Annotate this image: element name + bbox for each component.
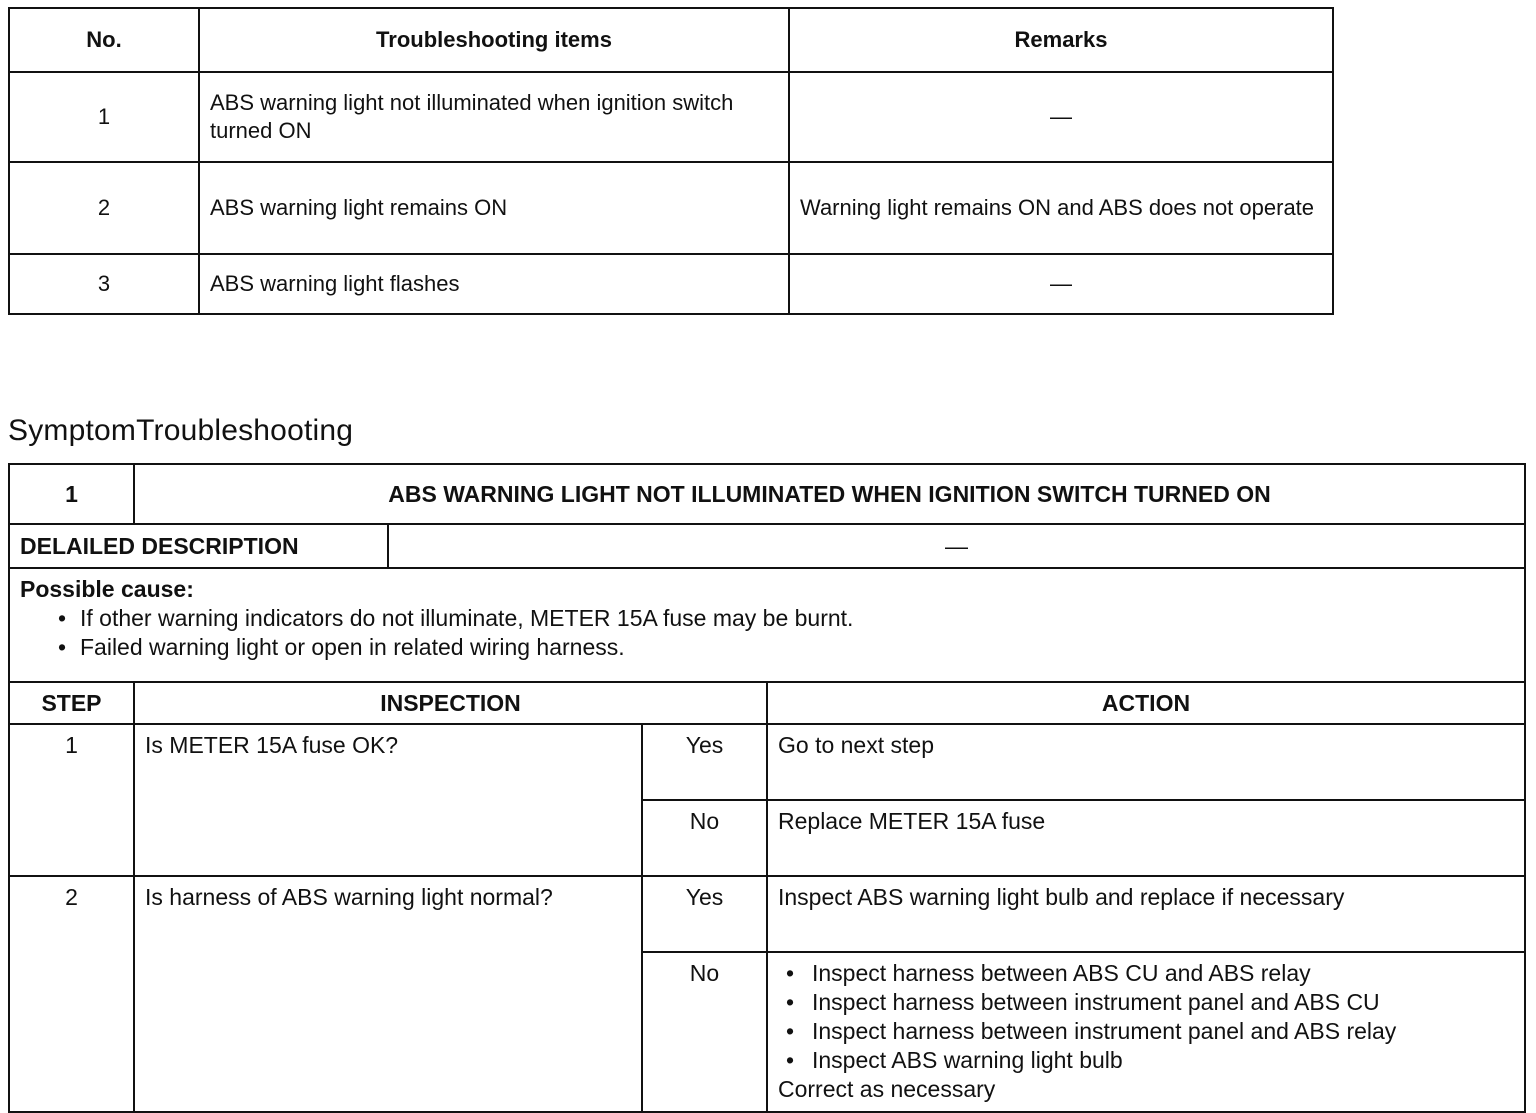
description-value: — xyxy=(388,524,1525,568)
answer-yes: Yes xyxy=(642,876,767,952)
description-row xyxy=(9,524,1525,568)
row-item: ABS warning light remains ON xyxy=(199,162,789,254)
action-yes: Inspect ABS warning light bulb and replace if necessary xyxy=(767,876,1525,952)
action-no-cell xyxy=(767,952,1525,1112)
symptom-number: 1 xyxy=(9,464,134,524)
list-item: • Inspect harness between ABS CU and ABS relay xyxy=(786,959,1514,988)
action-footer: Correct as necessary xyxy=(778,1076,996,1102)
row-item: ABS warning light not illuminated when ignition switch turned ON xyxy=(199,72,789,162)
col-header-remarks: Remarks xyxy=(789,8,1333,72)
symptom-title-row xyxy=(9,464,1525,524)
possible-cause-list xyxy=(20,604,1514,662)
table-header-row xyxy=(9,8,1333,72)
table-row xyxy=(9,162,1333,254)
action-no: Replace METER 15A fuse xyxy=(767,800,1525,876)
answer-yes: Yes xyxy=(642,724,767,800)
list-item: • Failed warning light or open in related wiring harness. xyxy=(58,633,1514,662)
answer-no: No xyxy=(642,952,767,1112)
possible-cause-label: Possible cause: xyxy=(20,576,194,602)
step-number: 2 xyxy=(9,876,134,1112)
possible-cause-row xyxy=(9,568,1525,682)
list-item: • Inspect harness between instrument panel and ABS relay xyxy=(786,1017,1514,1046)
table-row xyxy=(9,72,1333,162)
row-remarks: Warning light remains ON and ABS does not operate xyxy=(789,162,1333,254)
col-header-step: STEP xyxy=(9,682,134,724)
col-header-inspection: INSPECTION xyxy=(134,682,767,724)
row-number: 2 xyxy=(9,162,199,254)
col-header-action: ACTION xyxy=(767,682,1525,724)
step-inspection: Is METER 15A fuse OK? xyxy=(134,724,642,876)
possible-cause-cell xyxy=(9,568,1525,682)
troubleshooting-items-table xyxy=(8,7,1334,315)
answer-no: No xyxy=(642,800,767,876)
action-list xyxy=(778,959,1514,1075)
list-item: • Inspect ABS warning light bulb xyxy=(786,1046,1514,1075)
symptom-title: ABS WARNING LIGHT NOT ILLUMINATED WHEN IGNITION SWITCH TURNED ON xyxy=(134,464,1525,524)
row-remarks: — xyxy=(789,254,1333,314)
list-item: • Inspect harness between instrument panel and ABS CU xyxy=(786,988,1514,1017)
row-number: 3 xyxy=(9,254,199,314)
row-number: 1 xyxy=(9,72,199,162)
description-label: DELAILED DESCRIPTION xyxy=(9,524,388,568)
step-inspection: Is harness of ABS warning light normal? xyxy=(134,876,642,1112)
col-header-no: No. xyxy=(9,8,199,72)
section-heading: SymptomTroubleshooting xyxy=(8,414,354,447)
table-row xyxy=(9,724,1525,800)
table-row xyxy=(9,254,1333,314)
action-yes: Go to next step xyxy=(767,724,1525,800)
table-row xyxy=(9,876,1525,952)
steps-header-row xyxy=(9,682,1525,724)
row-remarks: — xyxy=(789,72,1333,162)
list-item: • If other warning indicators do not illuminate, METER 15A fuse may be burnt. xyxy=(58,604,1514,633)
row-item: ABS warning light flashes xyxy=(199,254,789,314)
col-header-items: Troubleshooting items xyxy=(199,8,789,72)
step-number: 1 xyxy=(9,724,134,876)
symptom-troubleshooting-table xyxy=(8,463,1526,1113)
